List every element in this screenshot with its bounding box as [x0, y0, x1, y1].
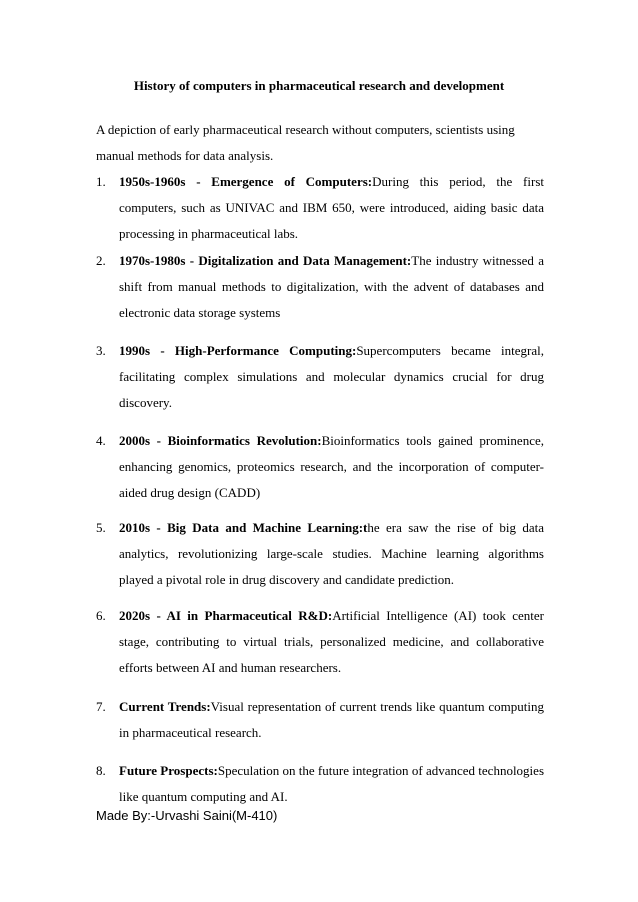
list-item: [96, 694, 544, 746]
list-item-heading: 1990s - High-Performance Computing:: [119, 343, 357, 358]
list-item-number: 6.: [96, 608, 106, 623]
list-item-text: [119, 694, 544, 746]
list-item-body: Visual representation of current trends like quantum computing in pharmaceutical research.: [119, 699, 544, 740]
list-item-number: 3.: [96, 343, 106, 358]
list-item: [96, 248, 544, 326]
author-footer: Made By:-Urvashi Saini(M-410): [96, 808, 278, 823]
list-item-number: 7.: [96, 699, 106, 714]
list-item-number: 5.: [96, 520, 106, 535]
list-item: [96, 515, 544, 593]
list-item-text: [119, 515, 544, 593]
list-item-heading: 1970s-1980s - Digitalization and Data Management:: [119, 253, 412, 268]
list-item-body: The industry witnessed a shift from manual methods to digitalization, with the advent of databases and electronic data storage systems: [119, 253, 544, 320]
list-item-body: he era saw the rise of big data analytics, revolutionizing large-scale studies. Machine learning algorithms played a pivotal role in drug discovery and candidate prediction.: [119, 520, 545, 587]
list-item-body: During this period, the first computers, such as UNIVAC and IBM 650, were introduced, aiding basic data processing in pharmaceutical labs.: [119, 174, 544, 241]
list-item-body: Speculation on the future integration of advanced technologies like quantum computing and AI.: [119, 763, 544, 804]
list-item: [96, 428, 544, 506]
list-item-text: [119, 338, 544, 416]
page-title: History of computers in pharmaceutical research and development: [133, 78, 505, 93]
list-item-body: Supercomputers became integral, facilitating complex simulations and molecular dynamics crucial for drug discovery.: [119, 343, 544, 410]
list-item-heading: 1950s-1960s - Emergence of Computers:: [119, 174, 373, 189]
list-item: [96, 169, 544, 247]
intro-paragraph: A depiction of early pharmaceutical research without computers, scientists using manual methods for data analysis.: [96, 122, 515, 163]
list-item-heading: 2020s - AI in Pharmaceutical R&D:: [119, 608, 333, 623]
list-item-number: 1.: [96, 174, 106, 189]
list-item: [96, 338, 544, 416]
list-item: [96, 603, 544, 681]
list-item-text: [119, 428, 544, 506]
list-item-heading: 2000s - Bioinformatics Revolution:: [119, 433, 322, 448]
list-item-number: 2.: [96, 253, 106, 268]
list-item-number: 4.: [96, 433, 106, 448]
list-item-text: [119, 169, 544, 247]
list-item-text: [119, 603, 544, 681]
list-item-number: 8.: [96, 763, 106, 778]
list-item-heading: 2010s - Big Data and Machine Learning:t: [119, 520, 368, 535]
list-item-heading: Future Prospects:: [119, 763, 218, 778]
list-item-heading: Current Trends:: [119, 699, 211, 714]
list-item-text: [119, 248, 544, 326]
list-item-body: Bioinformatics tools gained prominence, enhancing genomics, proteomics research, and the incorporation of computer-aided drug design (CADD): [119, 433, 544, 500]
list-item-body: Artificial Intelligence (AI) took center stage, contributing to virtual trials, personalized medicine, and collaborative efforts between AI and human researchers.: [119, 608, 544, 675]
